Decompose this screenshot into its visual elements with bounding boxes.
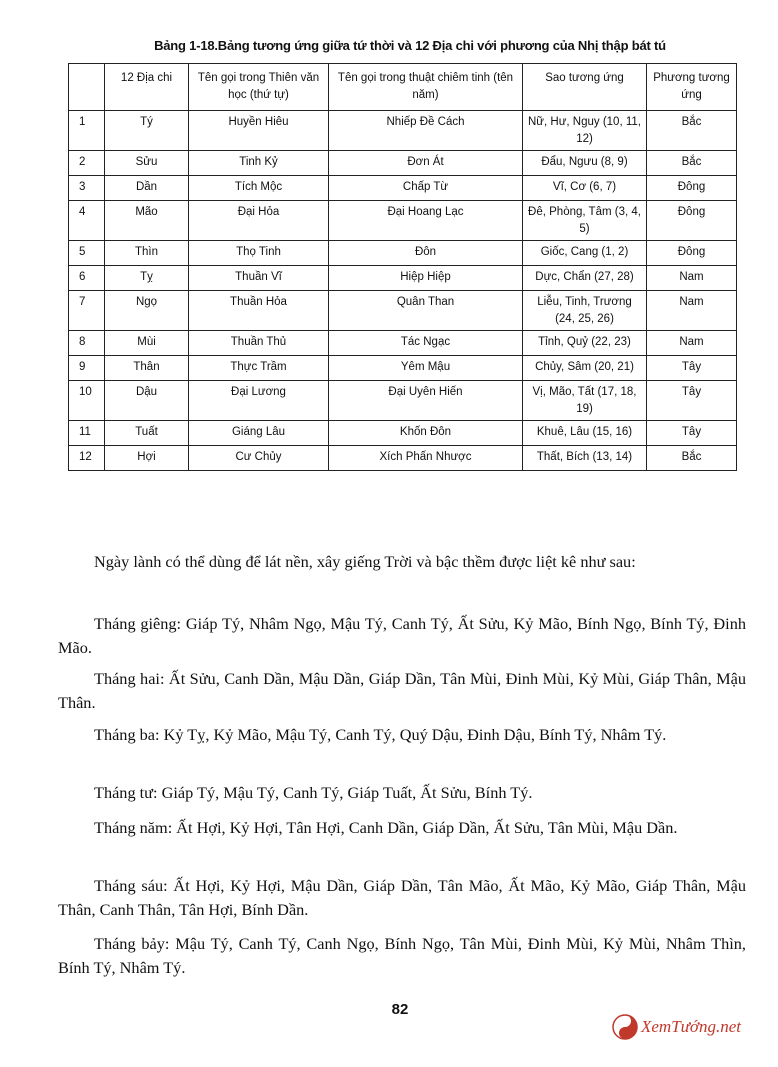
month-paragraph-3: Tháng ba: Kỷ Tỵ, Kỷ Mão, Mậu Tý, Canh Tý, Quý Dậu, Đinh Dậu, Bính Tý, Nhâm Tý. — [94, 725, 667, 744]
cell-astrology-name: Đại Hoang Lạc — [329, 201, 523, 241]
table-row — [69, 111, 737, 151]
cell-earthly-branch: Mão — [105, 201, 189, 241]
cell-stars: Dực, Chẩn (27, 28) — [523, 266, 647, 291]
cell-astronomy-name: Thực Trầm — [189, 356, 329, 381]
table-row — [69, 381, 737, 421]
cell-astrology-name: Hiệp Hiệp — [329, 266, 523, 291]
cell-stars: Đê, Phòng, Tâm (3, 4, 5) — [523, 201, 647, 241]
cell-index: 2 — [69, 151, 105, 176]
cell-index: 11 — [69, 421, 105, 446]
table-row — [69, 356, 737, 381]
cell-index: 12 — [69, 446, 105, 471]
cell-astronomy-name: Đại Hỏa — [189, 201, 329, 241]
cell-earthly-branch: Tý — [105, 111, 189, 151]
cell-astronomy-name: Thuần Vĩ — [189, 266, 329, 291]
cell-earthly-branch: Ngọ — [105, 291, 189, 331]
cell-stars: Giốc, Cang (1, 2) — [523, 241, 647, 266]
month-paragraph-2: Tháng hai: Ất Sửu, Canh Dần, Mậu Dần, Giáp Dần, Tân Mùi, Đinh Mùi, Kỷ Mùi, Giáp Thân, Mậu Thân. — [58, 669, 746, 712]
watermark — [612, 1014, 741, 1040]
table-row — [69, 201, 737, 241]
cell-index: 7 — [69, 291, 105, 331]
cell-stars: Vị, Mão, Tất (17, 18, 19) — [523, 381, 647, 421]
cell-direction: Đông — [647, 241, 737, 266]
table-row — [69, 266, 737, 291]
cell-astrology-name: Xích Phấn Nhược — [329, 446, 523, 471]
cell-astrology-name: Đại Uyên Hiến — [329, 381, 523, 421]
cell-stars: Chủy, Sâm (20, 21) — [523, 356, 647, 381]
col-header-astronomy-name: Tên gọi trong Thiên văn học (thứ tự) — [189, 64, 329, 111]
cell-direction: Bắc — [647, 446, 737, 471]
cell-astronomy-name: Huyền Hiêu — [189, 111, 329, 151]
cell-astrology-name: Tác Ngạc — [329, 331, 523, 356]
cell-stars: Nữ, Hư, Nguy (10, 11, 12) — [523, 111, 647, 151]
cell-direction: Nam — [647, 266, 737, 291]
col-header-direction: Phương tương ứng — [647, 64, 737, 111]
month-paragraph-1: Tháng giêng: Giáp Tý, Nhâm Ngọ, Mậu Tý, Canh Tý, Ất Sửu, Kỷ Mão, Bính Ngọ, Bính Tý, Đinh Mão. — [58, 614, 746, 657]
table-row — [69, 241, 737, 266]
month-paragraph-4: Tháng tư: Giáp Tý, Mậu Tý, Canh Tý, Giáp Tuất, Ất Sửu, Bính Tý. — [94, 783, 533, 802]
cell-astronomy-name: Thuần Thủ — [189, 331, 329, 356]
col-header-earthly-branch: 12 Địa chi — [105, 64, 189, 111]
cell-astrology-name: Khốn Đôn — [329, 421, 523, 446]
table-row — [69, 421, 737, 446]
cell-index: 10 — [69, 381, 105, 421]
cell-stars: Khuê, Lâu (15, 16) — [523, 421, 647, 446]
cell-earthly-branch: Thân — [105, 356, 189, 381]
cell-astronomy-name: Cư Chủy — [189, 446, 329, 471]
yin-yang-icon — [612, 1014, 638, 1040]
cell-index: 1 — [69, 111, 105, 151]
table-row — [69, 331, 737, 356]
cell-index: 4 — [69, 201, 105, 241]
cell-earthly-branch: Dần — [105, 176, 189, 201]
cell-direction: Đông — [647, 201, 737, 241]
cell-direction: Tây — [647, 421, 737, 446]
table-row — [69, 151, 737, 176]
cell-astronomy-name: Tinh Kỷ — [189, 151, 329, 176]
cell-earthly-branch: Sửu — [105, 151, 189, 176]
cell-astrology-name: Chấp Từ — [329, 176, 523, 201]
cell-direction: Nam — [647, 331, 737, 356]
cell-astrology-name: Yêm Mậu — [329, 356, 523, 381]
cell-index: 9 — [69, 356, 105, 381]
cell-earthly-branch: Tuất — [105, 421, 189, 446]
cell-index: 3 — [69, 176, 105, 201]
month-paragraph-6: Tháng sáu: Ất Hợi, Kỷ Hợi, Mậu Dần, Giáp Dần, Tân Mão, Ất Mão, Kỷ Mão, Giáp Thân, Mậu Thân, Canh Thân, Tân Hợi, Bính Dần. — [58, 876, 746, 919]
cell-astronomy-name: Thọ Tinh — [189, 241, 329, 266]
cell-direction: Bắc — [647, 111, 737, 151]
table-row — [69, 176, 737, 201]
table-caption: Bảng 1-18.Bảng tương ứng giữa tứ thời và 12 Địa chi với phương của Nhị thập bát tú — [154, 38, 666, 53]
cell-earthly-branch: Thìn — [105, 241, 189, 266]
cell-stars: Thất, Bích (13, 14) — [523, 446, 647, 471]
cell-direction: Đông — [647, 176, 737, 201]
col-header-stars: Sao tương ứng — [523, 64, 647, 111]
watermark-text: XemTướng.net — [641, 1017, 742, 1036]
month-paragraph-5: Tháng năm: Ất Hợi, Kỷ Hợi, Tân Hợi, Canh Dần, Giáp Dần, Ất Sửu, Tân Mùi, Mậu Dần. — [94, 818, 678, 837]
table-row — [69, 291, 737, 331]
col-header-astrology-name: Tên gọi trong thuật chiêm tinh (tên năm) — [329, 64, 523, 111]
cell-astronomy-name: Giáng Lâu — [189, 421, 329, 446]
cell-direction: Tây — [647, 356, 737, 381]
cell-earthly-branch: Hợi — [105, 446, 189, 471]
cell-earthly-branch: Tỵ — [105, 266, 189, 291]
table-header-row — [69, 64, 737, 111]
page-number: 82 — [391, 1001, 409, 1018]
cell-astrology-name: Đơn Át — [329, 151, 523, 176]
table-row — [69, 446, 737, 471]
cell-astronomy-name: Đại Lương — [189, 381, 329, 421]
cell-astronomy-name: Thuần Hỏa — [189, 291, 329, 331]
cell-stars: Tỉnh, Quỷ (22, 23) — [523, 331, 647, 356]
cell-astrology-name: Đôn — [329, 241, 523, 266]
cell-stars: Đẩu, Ngưu (8, 9) — [523, 151, 647, 176]
cell-astronomy-name: Tích Mộc — [189, 176, 329, 201]
cell-direction: Tây — [647, 381, 737, 421]
cell-index: 6 — [69, 266, 105, 291]
cell-stars: Vĩ, Cơ (6, 7) — [523, 176, 647, 201]
intro-paragraph: Ngày lành có thể dùng để lát nền, xây giếng Trời và bậc thềm được liệt kê như sau: — [94, 552, 636, 571]
cell-index: 5 — [69, 241, 105, 266]
cell-direction: Bắc — [647, 151, 737, 176]
cell-astrology-name: Nhiếp Đề Cách — [329, 111, 523, 151]
correspondence-table — [68, 63, 737, 471]
col-header-index — [69, 64, 105, 111]
cell-earthly-branch: Mùi — [105, 331, 189, 356]
cell-index: 8 — [69, 331, 105, 356]
cell-stars: Liễu, Tinh, Trương (24, 25, 26) — [523, 291, 647, 331]
cell-earthly-branch: Dậu — [105, 381, 189, 421]
cell-astrology-name: Quân Than — [329, 291, 523, 331]
cell-direction: Nam — [647, 291, 737, 331]
month-paragraph-7: Tháng bảy: Mậu Tý, Canh Tý, Canh Ngọ, Bính Ngọ, Tân Mùi, Đinh Mùi, Kỷ Mùi, Nhâm Thìn, Bính Tý, Nhâm Tý. — [58, 934, 746, 977]
